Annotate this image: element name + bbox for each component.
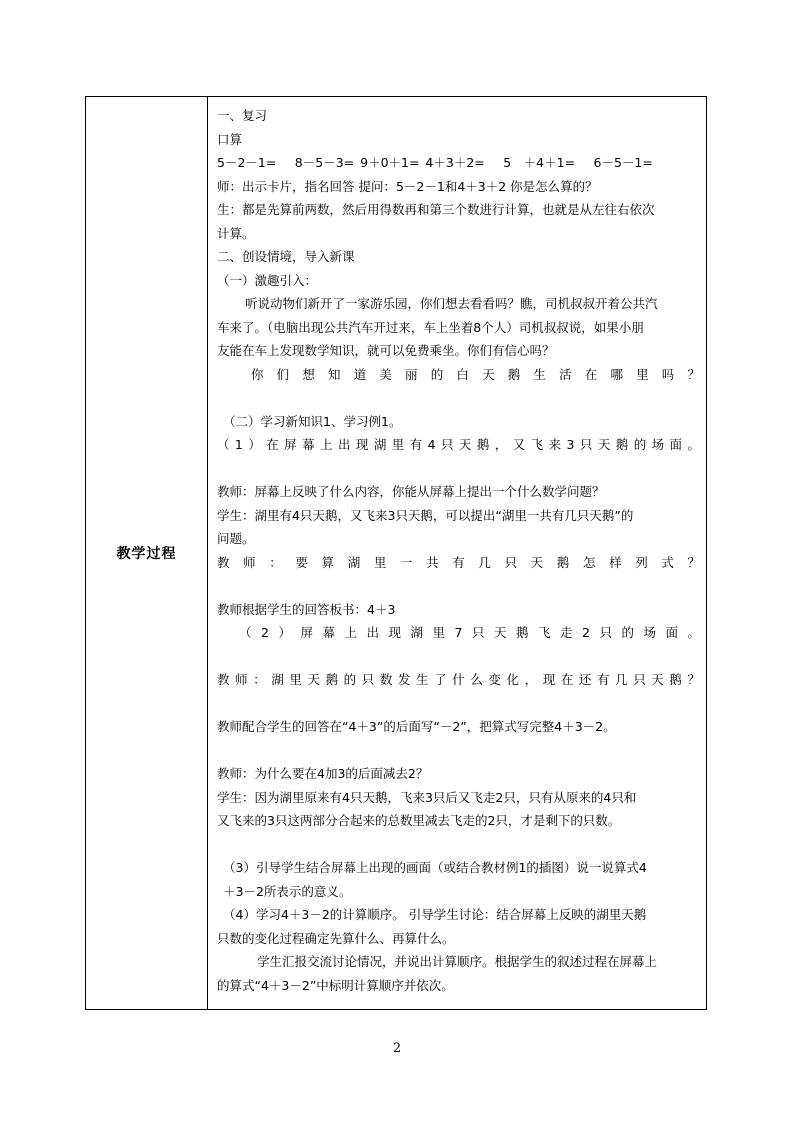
paragraph-line: 教师：要算湖里一共有几只天鹅怎样列式？ — [217, 554, 700, 570]
step-line: （2）屏幕上出现湖里7只天鹅飞走2只的场面。 — [239, 625, 700, 640]
paragraph-line: 的算式“4＋3－2”中标明计算顺序并依次。 — [217, 977, 454, 993]
paragraph-line: 学生汇报交流讨论情况，并说出计算顺序。根据学生的叙述过程在屏幕上 — [257, 954, 658, 969]
paragraph-line: 生：都是先算前两数，然后用得数再和第三个数进行计算，也就是从左往右依次 — [217, 202, 655, 217]
paragraph-line: 学生：湖里有4只天鹅，又飞来3只天鹅，可以提出“湖里一共有几只天鹅”的 — [217, 507, 634, 523]
step-line: （1）在屏幕上出现湖里有4只天鹅，又飞来3只天鹅的场面。 — [217, 437, 700, 452]
section-label: 教学过程 — [116, 546, 177, 562]
mental-math-expressions: 5－2－1= 8－5－3= 9＋0＋1= 4＋3＋2= 5 ＋4＋1= 6－5－1= — [217, 155, 653, 170]
paragraph-line: 只数的变化过程确定先算什么、再算什么。 — [217, 930, 455, 946]
paragraph-line: 问题。 — [217, 531, 255, 546]
paragraph-line: 友能在车上发现数学知识，就可以免费乘坐。你们有信心吗？ — [217, 343, 555, 358]
blank-line — [217, 645, 700, 669]
blank-line — [217, 692, 700, 716]
subheading-intro: （一）激趣引入： — [217, 272, 318, 288]
question-line: 你们想知道美丽的白天鹅生活在哪里吗？ — [251, 366, 700, 382]
paragraph-line: 教师根据学生的回答板书：4＋3 — [217, 601, 396, 617]
subheading-new-knowledge: （二）学习新知识1、学习例1。 — [223, 413, 402, 429]
blank-line — [217, 386, 700, 410]
paragraph-line: 又飞来的3只这两部分合起来的总数里减去飞走的2只，才是剩下的只数。 — [217, 813, 621, 828]
paragraph-line: 教师：屏幕上反映了什么内容，你能从屏幕上提出一个什么数学问题？ — [217, 484, 605, 499]
blank-line — [217, 833, 700, 857]
blank-line — [217, 574, 700, 598]
lesson-table — [85, 96, 707, 1010]
heading-scenario: 二、创设情境，导入新课 — [217, 249, 355, 264]
paragraph-line: 师：出示卡片，指名回答 提问：5－2－1和4＋3＋2 你是怎么算的？ — [217, 178, 598, 194]
paragraph-line: ＋3－2所表示的意义。 — [223, 883, 352, 899]
paragraph-line: 车来了。（电脑出现公共汽车开过来，车上坐着8个人）司机叔叔说，如果小朋 — [217, 319, 644, 335]
heading-review: 一、复习 — [217, 108, 268, 123]
blank-line — [217, 739, 700, 763]
paragraph-line: 学生：因为湖里原来有4只天鹅，飞来3只后又飞走2只，只有从原来的4只和 — [217, 789, 637, 805]
paragraph-line: 教师：为什么要在4加3的后面减去2？ — [217, 766, 429, 781]
page-number: 2 — [392, 1041, 402, 1056]
paragraph-line: 计算。 — [217, 225, 255, 241]
paragraph-line: 听说动物们新开了一家游乐园，你们想去看看吗？瞧，司机叔叔开着公共汽 — [245, 296, 658, 311]
step-line: （4）学习4＋3－2的计算顺序。 引导学生讨论：结合屏幕上反映的湖里天鹅 — [223, 907, 647, 922]
blank-line — [217, 457, 700, 481]
paragraph-line: 教师配合学生的回答在“4＋3”的后面写“－2”，把算式写完整4＋3－2。 — [217, 719, 616, 734]
step-line: （3）引导学生结合屏幕上出现的画面（或结合教材例1的插图）说一说算式4 — [223, 860, 647, 875]
paragraph-line: 教师：湖里天鹅的只数发生了什么变化，现在还有几只天鹅？ — [217, 672, 700, 687]
heading-mental-math: 口算 — [217, 131, 243, 147]
content-cell — [209, 97, 706, 1009]
section-label-cell — [86, 97, 208, 1009]
